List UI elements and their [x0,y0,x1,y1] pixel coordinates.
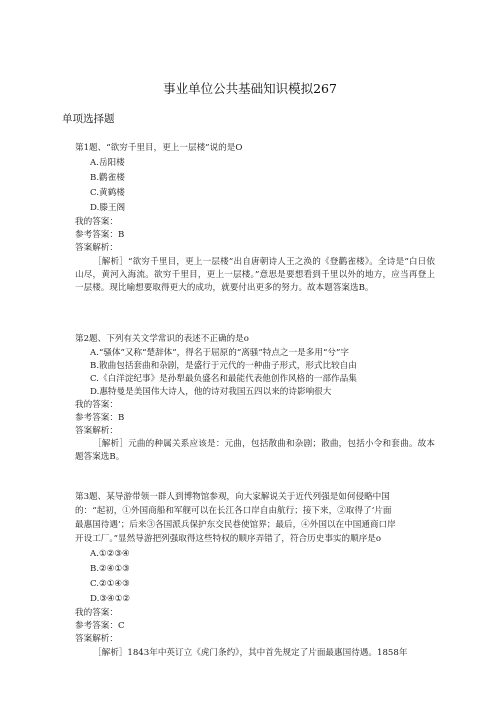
question-3-stem-line: 最惠国待遇’；后来③各国派兵保护东交民巷使馆界；最后，④外国以在中国通商口岸 [75,520,396,530]
question-2-my-answer: 我的答案： [75,400,118,410]
question-2-explanation: ［解析］元曲的种属关系应该是：元曲，包括散曲和杂剧；散曲，包括小令和套曲。故本题答案选B。 [75,439,435,463]
question-1-analysis-label: 答案解析： [75,243,118,253]
question-2-option-d[interactable]: D.惠特曼是美国伟大诗人，他的诗对我国五四以来的诗影响很大 [90,387,332,397]
question-3-option-b[interactable]: B.②④①③ [90,564,130,574]
section-heading: 单项选择题 [62,113,115,125]
question-1-option-a[interactable]: A.岳阳楼 [90,158,125,168]
question-3-option-d[interactable]: D.③④①② [90,594,131,604]
question-1-reference-answer: 参考答案：B [75,230,125,240]
question-1-my-answer: 我的答案： [75,217,118,227]
question-3-stem-line: 开设工厂。”显然导游把列强取得这些特权的顺序弄错了，符合历史事实的顺序是o [75,534,382,544]
question-3-stem-line: 第3题、某导游带领一群人到博物馆参观，向大家解说关于近代列强是如何侵略中国 [75,492,390,502]
question-2-stem: 第2题、下列有关文学常识的表述不正确的是o [75,334,249,344]
question-1-explanation: ［解析］“欲穷千里目，更上一层楼”出自唐朝诗人王之涣的《登鹳雀楼》。全诗是“白日依山尽，黄河入海流。欲穷千里目，更上一层楼。”意思是要想看到千里以外的地方，应当再登上一层楼。现比喻想要取得更大的成功，就要付出更多的努力。故本题答案选B。 [75,257,435,294]
question-1-stem: 第1题、“欲穷千里目，更上一层楼”说的是O [75,143,243,153]
question-1-option-c[interactable]: C.黄鹤楼 [90,188,125,198]
question-3-reference-answer: 参考答案：C [75,621,125,631]
question-3-my-answer: 我的答案： [75,608,118,618]
question-2-option-c[interactable]: C.《白洋淀纪事》是孙犁最负盛名和最能代表他创作风格的一部作品集 [90,374,357,384]
question-3-option-a[interactable]: A.①②③④ [90,549,130,559]
question-2-option-a[interactable]: A.“骚体”又称“楚辞体”，得名于屈原的“离骚”特点之一是多用“兮”字 [90,348,349,358]
question-2-option-b[interactable]: B.散曲包括套曲和杂剧，是盛行于元代的一种曲子形式，形式比较自由 [90,361,357,371]
question-2-reference-answer: 参考答案：B [75,413,125,423]
page-title: 事业单位公共基础知识模拟267 [163,81,337,96]
question-3-option-c[interactable]: C.②①④③ [90,579,130,589]
question-3-stem-line: 的：“起初，①外国商船和军舰可以在长江各口岸自由航行；接下来，②取得了‘片面 [75,506,392,516]
question-1-option-b[interactable]: B.鹳雀楼 [90,173,125,183]
question-3-analysis-label: 答案解析： [75,634,118,644]
question-1-option-d[interactable]: D.滕王阁 [90,203,126,213]
question-2-analysis-label: 答案解析： [75,426,118,436]
question-3-explanation: ［解析］1843年中英订立《虎门条约》，其中首先规定了片面最惠国待遇。1858年 [93,648,408,658]
